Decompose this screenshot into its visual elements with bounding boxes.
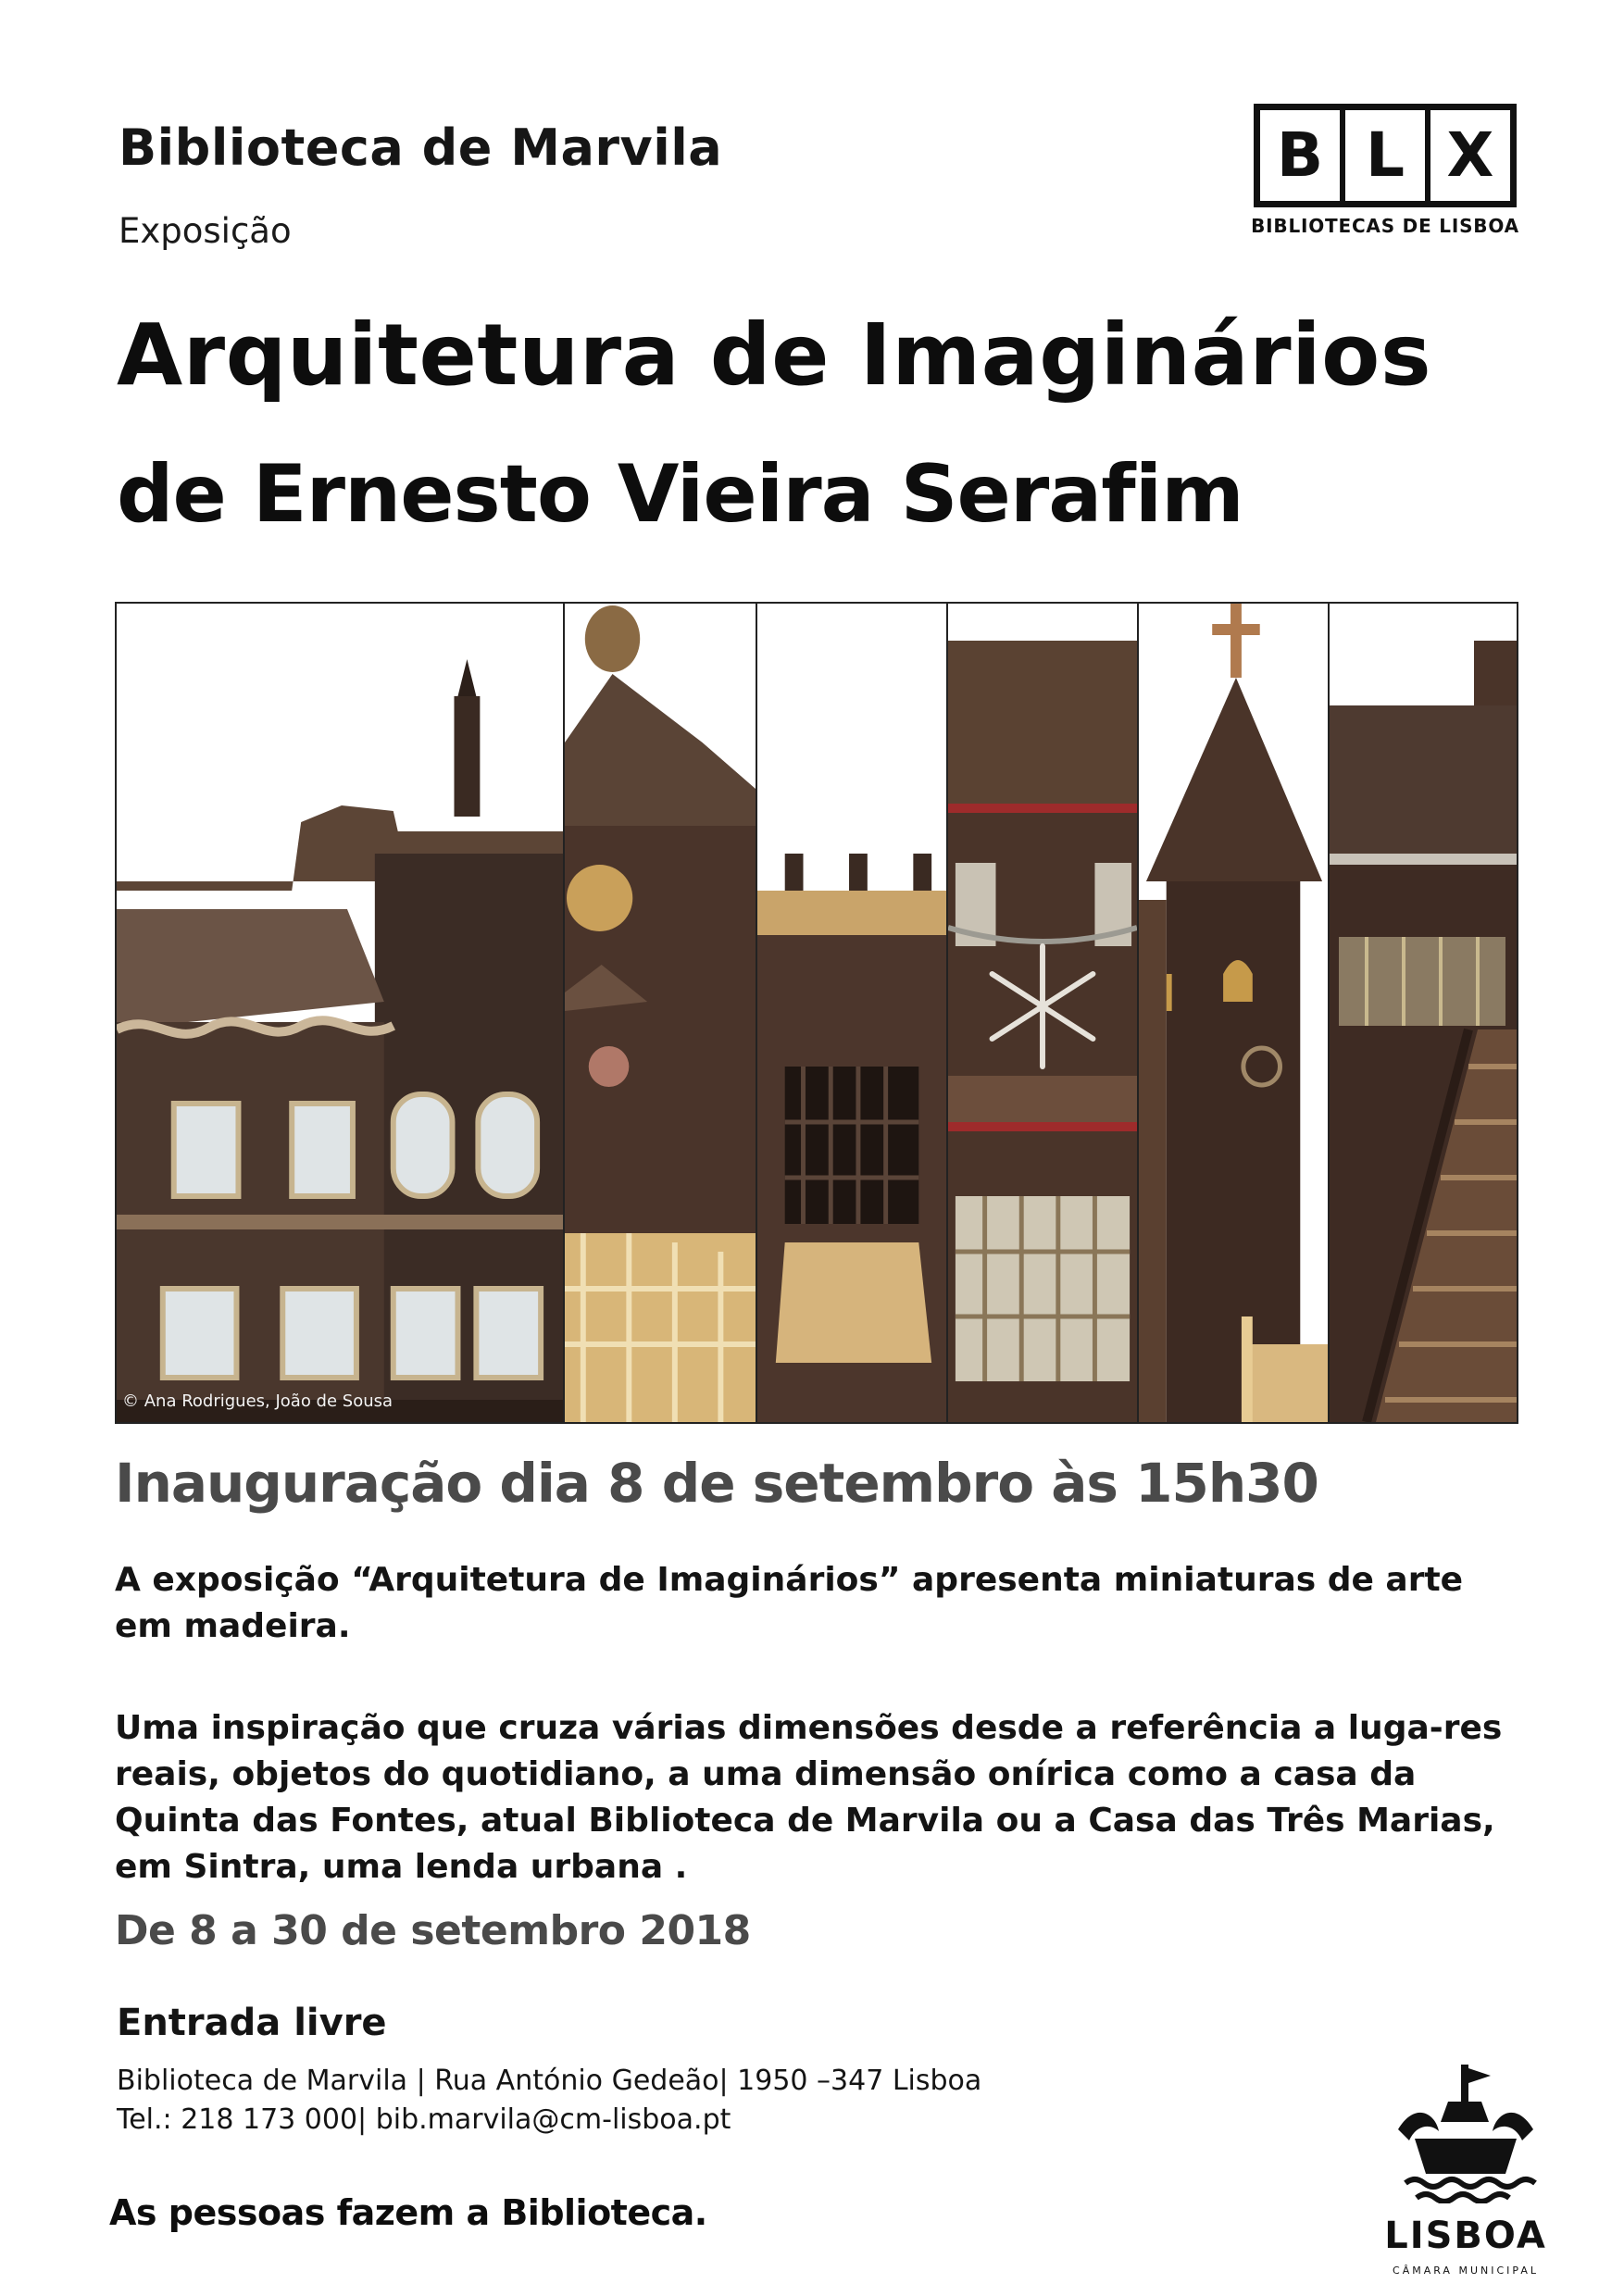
slogan: As pessoas fazem a Biblioteca.: [109, 2192, 707, 2233]
lisboa-ship-icon: [1387, 2065, 1544, 2203]
blx-letter-x: X: [1430, 110, 1510, 201]
description-paragraph: A exposição “Arquitetura de Imaginários” apresenta miniaturas de arte em madeira.: [115, 1561, 1464, 1645]
lisboa-subtitle: CÂMARA MUNICIPAL: [1393, 2265, 1539, 2277]
blx-letter-l: L: [1345, 110, 1425, 201]
photo-panel-snowflake: [948, 604, 1139, 1422]
photo-credit: © Ana Rodrigues, João de Sousa: [122, 1391, 394, 1411]
blx-logo: [1254, 104, 1517, 207]
event-type-label: Exposição: [119, 211, 292, 251]
photo-panel-house: [117, 604, 565, 1422]
opening-announcement: Inauguração dia 8 de setembro às 15h30: [115, 1452, 1318, 1515]
blx-subtitle: BIBLIOTECAS DE LISBOA: [1251, 215, 1519, 237]
library-name: Biblioteca de Marvila: [119, 119, 723, 177]
photo-panel-stairs: [1330, 604, 1517, 1422]
exhibition-title: Arquitetura de Imaginários: [117, 306, 1432, 405]
blx-letter-b: B: [1260, 110, 1340, 201]
exhibition-dates: De 8 a 30 de setembro 2018: [115, 1907, 751, 1954]
description-paragraph: Uma inspiração que cruza várias dimensões desde a referência a luga-res reais, objetos do quotidiano, a uma dimensão onírica como a casa da Quinta das Fontes, atual Biblioteca de Marvila ou a Casa das Três Marias, em Sintra, uma lenda urbana .: [115, 1709, 1503, 1886]
exhibition-photo: [115, 602, 1518, 1424]
contact-line: Tel.: 218 173 000| bib.marvila@cm-lisboa.pt: [117, 2103, 731, 2136]
photo-panel-gate: [757, 604, 948, 1422]
photo-panel-tower: [565, 604, 757, 1422]
photo-panel-bell-tower: [1139, 604, 1330, 1422]
artist-name: de Ernesto Vieira Serafim: [117, 448, 1243, 541]
address-line: Biblioteca de Marvila | Rua António Gedeão| 1950 –347 Lisboa: [117, 2065, 982, 2097]
entry-info: Entrada livre: [117, 2002, 387, 2044]
lisboa-name: LISBOA: [1384, 2215, 1547, 2257]
